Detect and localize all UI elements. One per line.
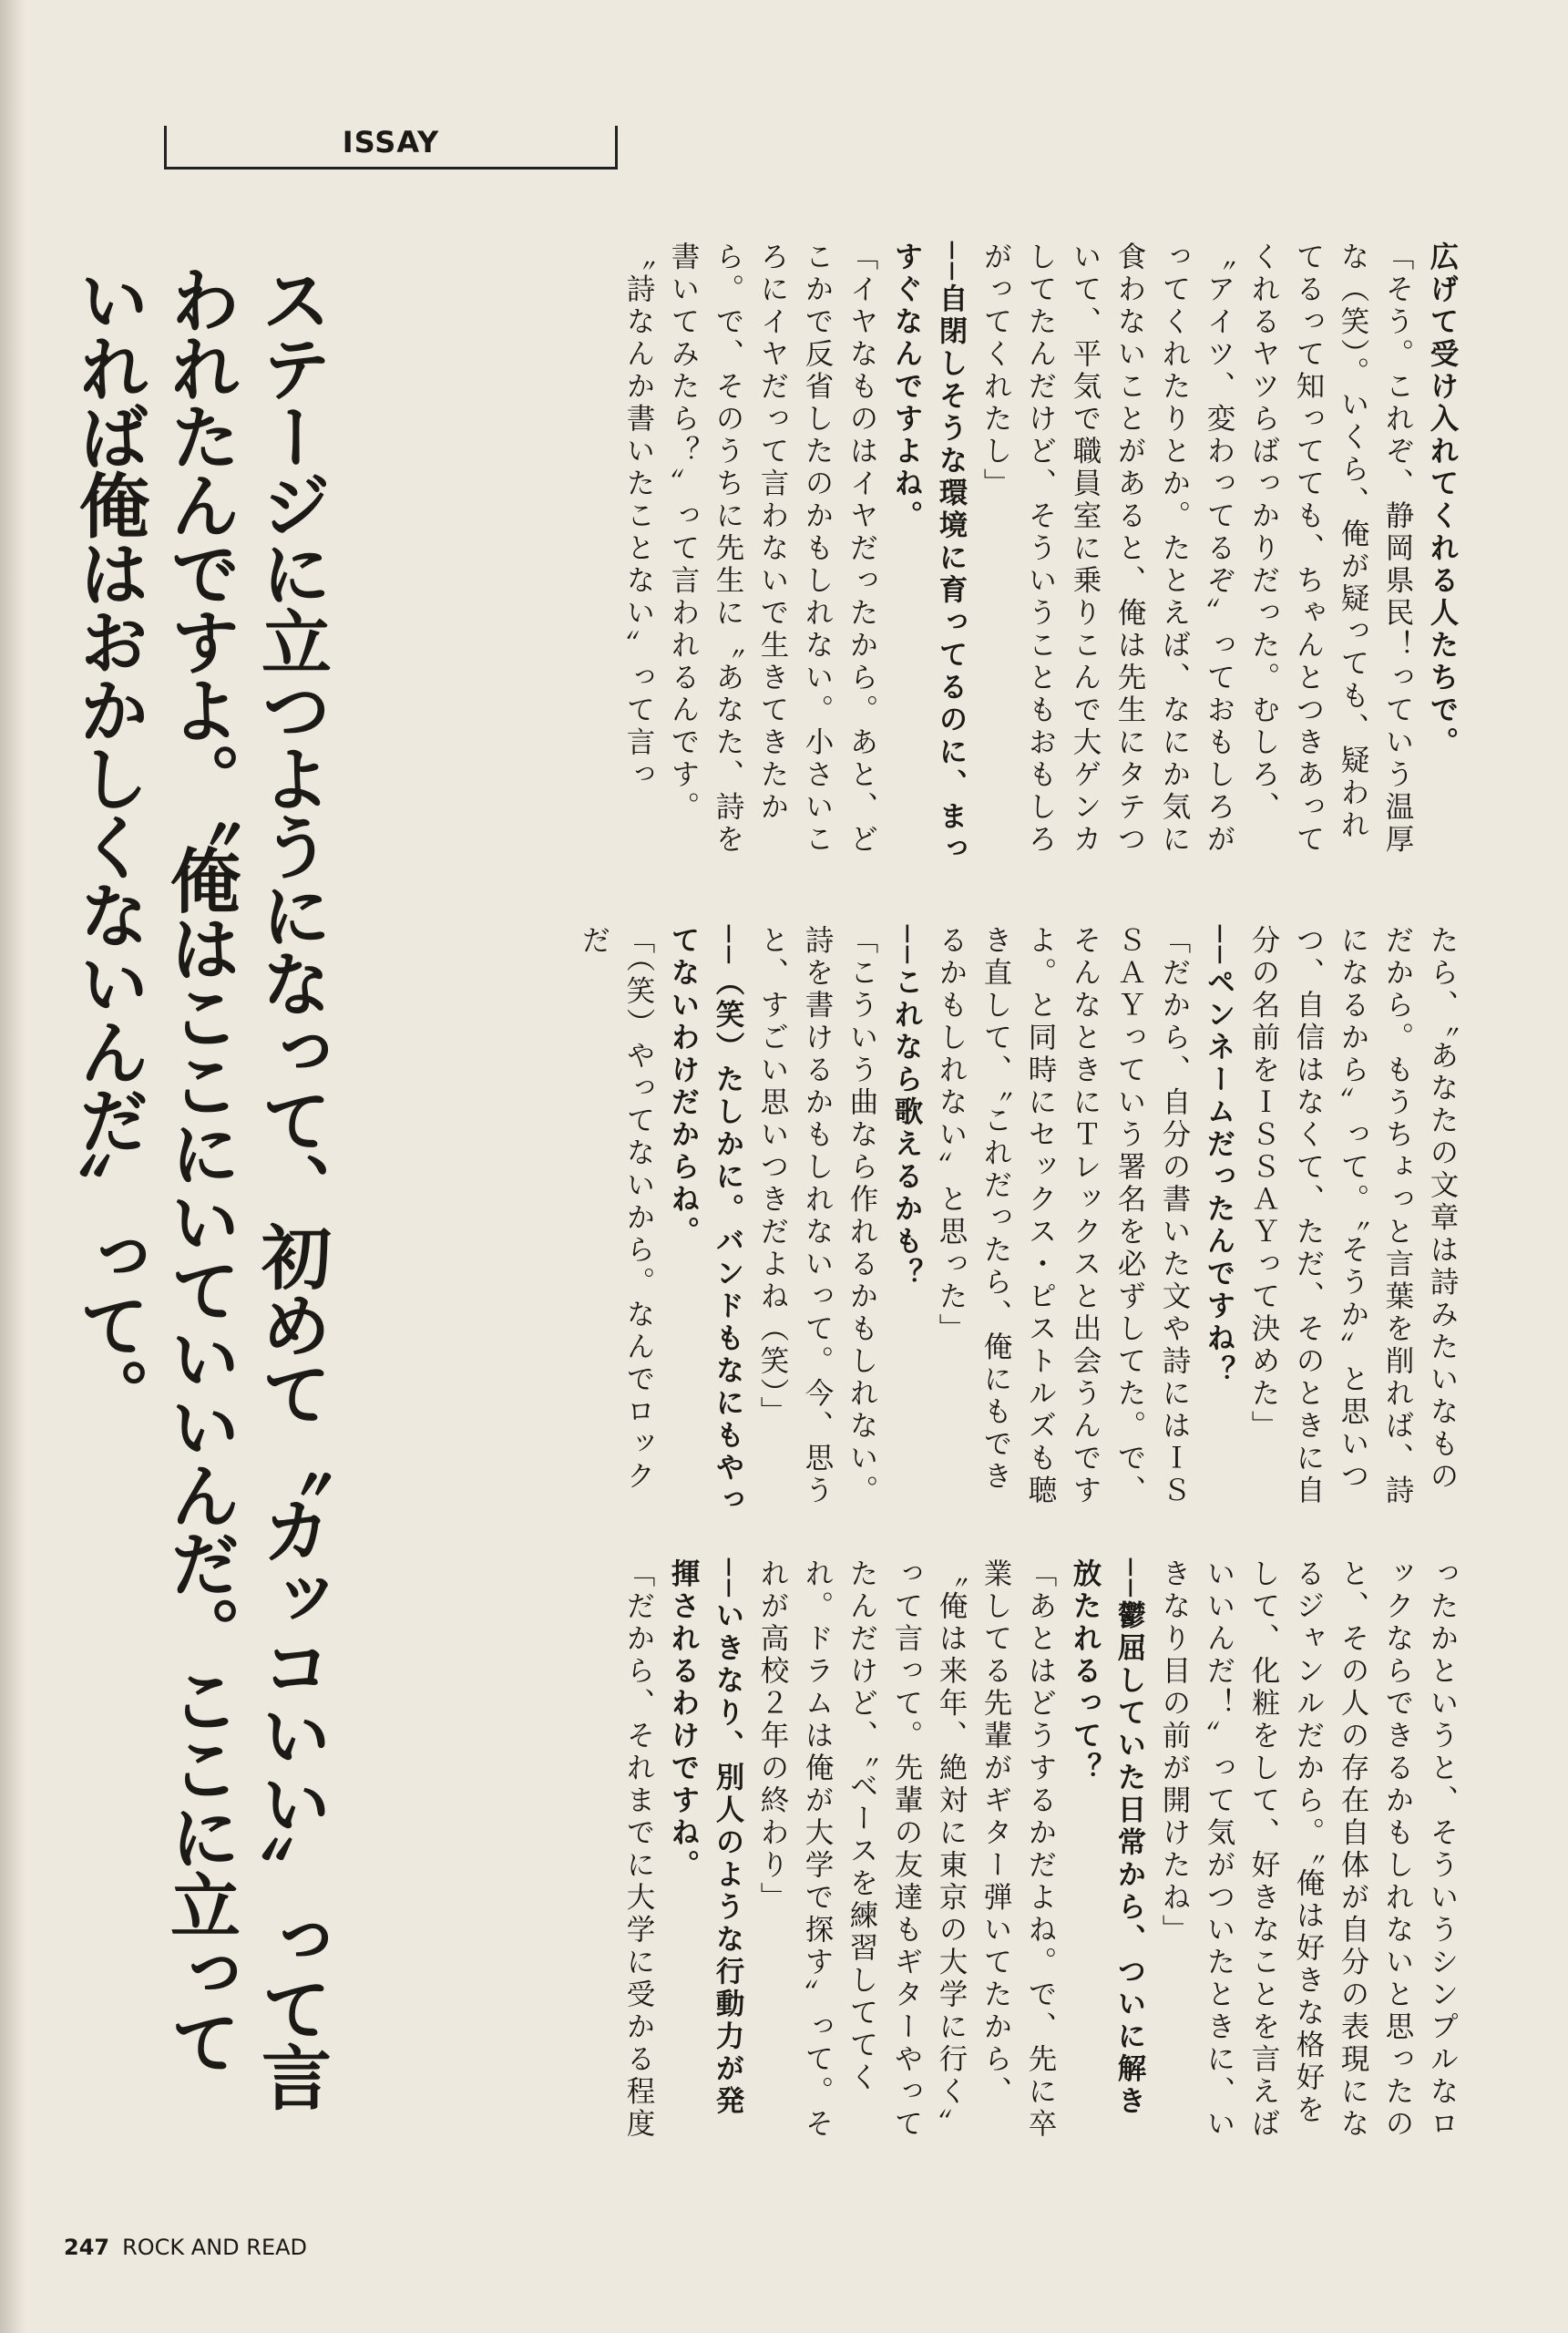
answer: ったかというと、そういうシンプルなロックならできるかもしれないと思ったのと、その人の存在自体が自分の表現になるジャンルだから。〝俺は好きな格好をして、化粧をして、好きなことを言えばいいんだ！〟って気がついたときに、いきなり目の前が開けたね」 bbox=[1158, 1558, 1459, 2141]
binding-shadow bbox=[0, 0, 26, 2333]
question: 広げて受け入れてくれる人たちで。 bbox=[1426, 242, 1459, 759]
question: ──これなら歌えるかも？ bbox=[890, 925, 923, 1290]
question: ──鬱屈していた日常から、ついに解き放たれるって？ bbox=[1069, 1558, 1146, 2118]
question: ──（笑）たしかに。バンドもなにもやってないわけだからね。 bbox=[667, 925, 744, 1517]
question: ──いきなり、別人のような行動力が発揮されるわけですね。 bbox=[667, 1558, 744, 2118]
section-header-label: ISSAY bbox=[342, 125, 440, 159]
section-header bbox=[164, 126, 618, 170]
answer: 「あとはどうするかだよね。で、先に卒業してる先輩がギター弾いてたから、〝俺は来年、絶対に東京の大学に行く〟って言って。先輩の友達もギターやってたんだけど、〝ベースを練習しててくれ。ドラムは俺が大学で探す〟って。それが高校２年の終わり」 bbox=[756, 1558, 1057, 2141]
page-footer bbox=[64, 2235, 307, 2260]
middle-text-block bbox=[403, 925, 1464, 1522]
lower-text-block bbox=[403, 1558, 1464, 2142]
answer: 「こういう曲なら作れるかもしれない。詩を書けるかもしれないって。今、思うと、すごい思いつきだよね（笑）」 bbox=[756, 925, 878, 1507]
answer: 「だから、それまでに大学に受かる程度 bbox=[622, 1558, 655, 2141]
upper-text-block bbox=[134, 242, 1464, 870]
answer: 「イヤなものはイヤだったから。あと、どこかで反省したのかもしれない。小さいころにイヤだって言わないで生きてきたから。で、そのうちに先生に〝あなた、詩を書いてみたら？〟って言われるんです。〝詩なんか書いたことない〟って言っ bbox=[622, 242, 878, 857]
answer: 「だから、自分の書いた文や詩にはＩＳＳＡＹっていう署名を必ずしてた。で、そんなときにＴレックスと出会うんですよ。と同時にセックス・ピストルズも聴き直して、〝これだったら、俺にもできるかもしれない〟と思った」 bbox=[935, 925, 1191, 1507]
answer: 「そう。これぞ、静岡県民！っていう温厚な（笑）。いくら、俺が疑っても、疑われてるって知ってても、ちゃんとつきあってくれるヤツらばっかりだった。むしろ、〝アイツ、変わってるぞ〟っておもしろがってくれたりとか。たとえば、なにか気に食わないことがあると、俺は先生にタテついて、平気で職員室に乗りこんで大ゲンカしてたんだけど、そういうこともおもしろがってくれたし」 bbox=[979, 242, 1414, 857]
page-number: 247 bbox=[64, 2235, 110, 2260]
question: ──ペンネームだったんですね？ bbox=[1203, 925, 1235, 1388]
pull-quote-headline: ステージに立つようになって、初めて〝カッコいい〟って言われたんですよ。〝俺はここにいていいんだ。ここに立っていれば俺はおかしくないんだ〟って。 bbox=[67, 264, 331, 2110]
answer: 「（笑）やってないから。なんでロックだ bbox=[578, 925, 655, 1494]
question: ──自閉しそうな環境に育ってるのに、まっすぐなんですよね。 bbox=[890, 242, 968, 866]
answer: たら、〝あなたの文章は詩みたいなものだから。もうちょっと言葉を削れば、詩になるから〟って。〝そうか〟と思いつつ、自信はなくて、ただ、そのときに自分の名前をＩＳＳＡＹって決めた」 bbox=[1247, 925, 1459, 1507]
magazine-name: ROCK AND READ bbox=[122, 2235, 308, 2260]
